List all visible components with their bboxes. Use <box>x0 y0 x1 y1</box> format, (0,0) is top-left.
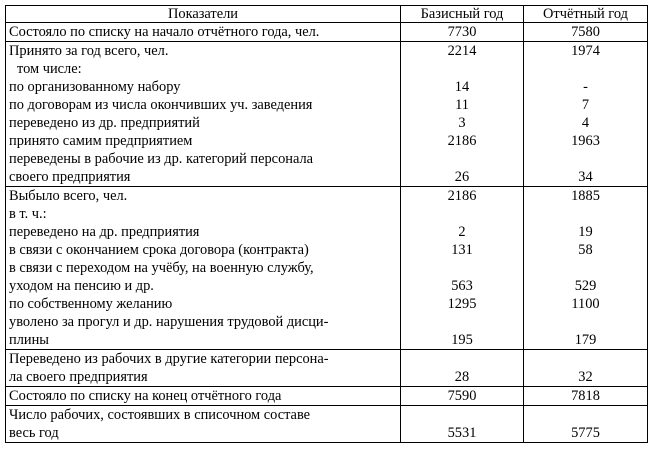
value-line <box>527 205 644 223</box>
value-line <box>404 150 520 168</box>
value-line <box>527 406 644 424</box>
value-line <box>527 60 644 78</box>
base-year-cell <box>401 350 524 387</box>
label-line: переведено из др. предприятий <box>9 115 200 131</box>
label-line: в т. ч.: <box>9 206 47 222</box>
value-line: 2186 <box>447 133 477 149</box>
value-line: 26 <box>454 169 470 185</box>
value-line: 1963 <box>571 133 600 149</box>
label-line: переведено на др. предприятия <box>9 224 200 240</box>
report-year-cell <box>524 350 648 387</box>
label-line: Число рабочих, состоявших в списочном составе <box>9 407 311 423</box>
table-row <box>6 42 648 187</box>
row-label-cell <box>6 387 401 406</box>
value-line: 1885 <box>571 188 600 204</box>
value-line: 195 <box>451 332 473 348</box>
value-line: 7730 <box>447 24 477 40</box>
table-row <box>6 406 648 443</box>
label-line: в связи с окончанием срока договора (контракта) <box>9 242 309 258</box>
label-line: по договорам из числа окончивших уч. заведения <box>9 97 313 113</box>
label-line: Состояло по списку на начало отчётного года, чел. <box>9 24 320 40</box>
value-line: 28 <box>454 369 470 385</box>
label-line: уходом на пенсию и др. <box>9 278 154 294</box>
value-line <box>404 60 520 78</box>
table-row <box>6 187 648 350</box>
value-line: 1100 <box>571 296 600 312</box>
label-line: Состояло по списку на конец отчётного года <box>9 388 282 404</box>
table-row <box>6 23 648 42</box>
value-line <box>404 350 520 368</box>
header-base-year: Базисный год <box>401 6 524 23</box>
header-report-year: Отчётный год <box>524 6 648 23</box>
value-line: 131 <box>451 242 473 258</box>
report-year-cell <box>524 187 648 350</box>
value-line <box>527 313 644 331</box>
label-line: по организованному набору <box>9 79 181 95</box>
label-line: ла своего предприятия <box>9 369 148 385</box>
value-line: 11 <box>455 97 469 113</box>
header-indicators: Показатели <box>6 6 401 23</box>
value-line: 563 <box>451 278 473 294</box>
label-line: Принято за год всего, чел. <box>9 43 169 59</box>
value-line: 179 <box>574 332 597 348</box>
label-line: Выбыло всего, чел. <box>9 188 128 204</box>
staff-movement-table <box>5 5 648 443</box>
label-line: принято самим предприятием <box>9 133 193 149</box>
value-line <box>404 406 520 424</box>
label-line: в связи с переходом на учёбу, на военную службу, <box>9 260 314 276</box>
value-line: 19 <box>578 224 593 240</box>
value-line: 7 <box>581 97 590 113</box>
value-line <box>404 259 520 277</box>
label-line: по собственному желанию <box>9 296 173 312</box>
row-label-cell <box>6 187 401 350</box>
value-line: 3 <box>458 115 466 131</box>
value-line: 5531 <box>447 425 477 441</box>
label-line: своего предприятия <box>9 169 131 185</box>
label-line: уволено за прогул и др. нарушения трудовой дисци- <box>9 314 329 330</box>
value-line: 2186 <box>447 188 477 204</box>
value-line: 34 <box>578 169 593 185</box>
value-line: 7818 <box>571 388 600 404</box>
table-row <box>6 350 648 387</box>
label-line: том числе: <box>17 61 82 77</box>
label-line: плины <box>9 332 49 348</box>
report-year-cell <box>524 387 648 406</box>
row-label-cell <box>6 42 401 187</box>
value-line: 2 <box>458 224 466 240</box>
base-year-cell <box>401 187 524 350</box>
table-header-row <box>6 6 648 23</box>
base-year-cell <box>401 42 524 187</box>
row-label-cell <box>6 350 401 387</box>
value-line <box>527 259 644 277</box>
value-line: 529 <box>574 278 597 294</box>
value-line: 4 <box>581 115 590 131</box>
value-line: 14 <box>454 79 470 95</box>
value-line: 58 <box>578 242 593 258</box>
value-line <box>527 150 644 168</box>
value-line <box>404 205 520 223</box>
base-year-cell <box>401 387 524 406</box>
base-year-cell <box>401 23 524 42</box>
value-line: 2214 <box>447 43 477 59</box>
base-year-cell <box>401 406 524 443</box>
value-line: 7590 <box>447 388 477 404</box>
label-line: весь год <box>9 425 59 441</box>
value-line: 1295 <box>447 296 477 312</box>
row-label-cell <box>6 406 401 443</box>
value-line <box>527 350 644 368</box>
value-line: - <box>583 79 588 95</box>
report-year-cell <box>524 23 648 42</box>
value-line <box>404 313 520 331</box>
value-line: 32 <box>578 369 593 385</box>
label-line: Переведено из рабочих в другие категории персона- <box>9 351 329 367</box>
table-row <box>6 387 648 406</box>
label-line: переведены в рабочие из др. категорий персонала <box>9 151 314 167</box>
report-year-cell <box>524 406 648 443</box>
report-year-cell <box>524 42 648 187</box>
value-line: 7580 <box>571 24 600 40</box>
row-label-cell <box>6 23 401 42</box>
value-line: 1974 <box>571 43 600 59</box>
value-line: 5775 <box>571 425 600 441</box>
